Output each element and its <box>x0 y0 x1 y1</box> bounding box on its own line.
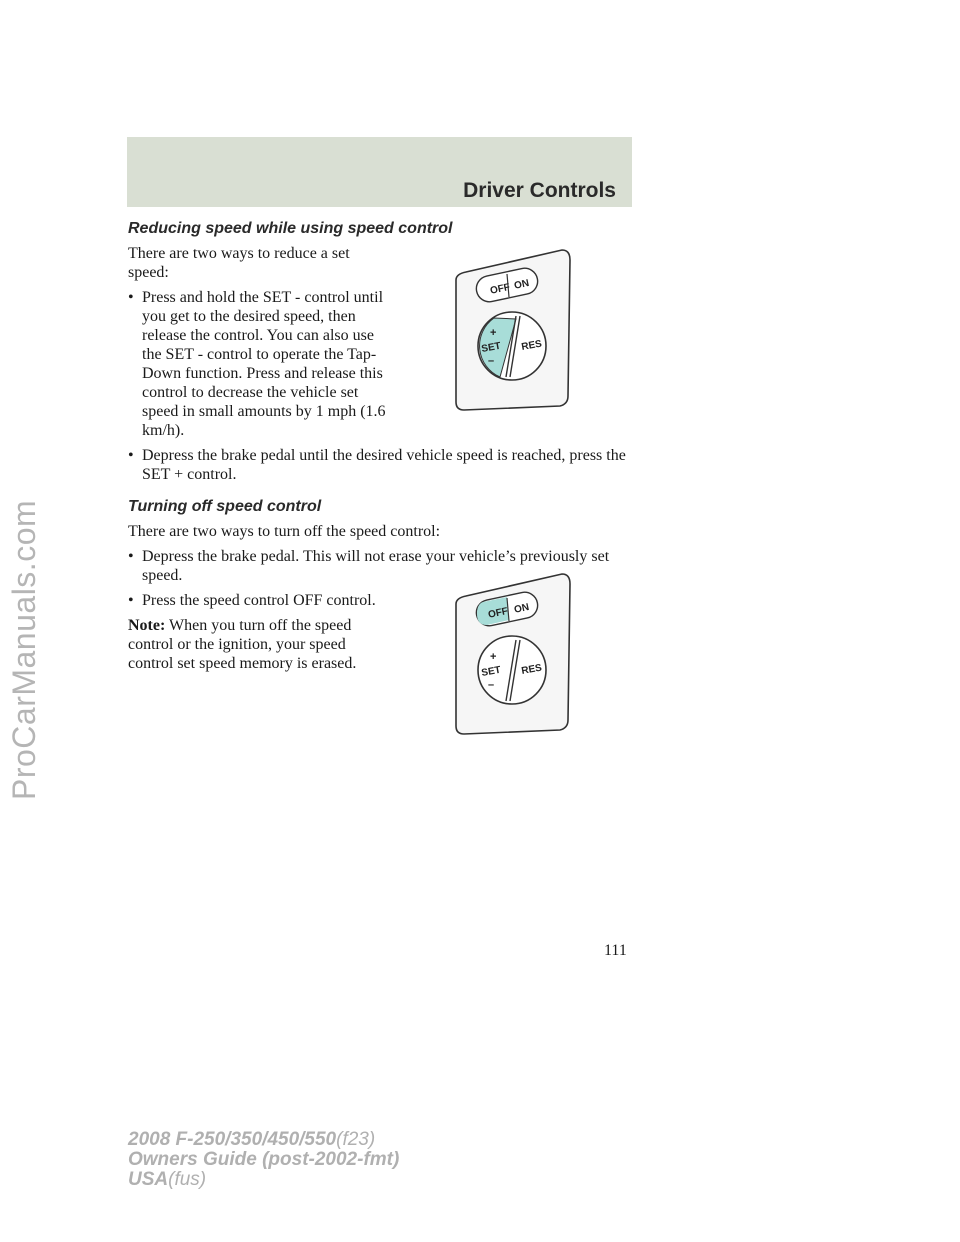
watermark <box>6 499 43 800</box>
speed-control-figure-set <box>450 246 580 414</box>
turning-off-bullet-brake: • Depress the brake pedal. This will not erase your vehicle’s previously set speed. <box>128 547 633 585</box>
footer-model-code: (f23) <box>336 1129 376 1150</box>
footer-line-guide <box>128 1150 399 1170</box>
footer-region-code: (fus) <box>168 1169 207 1190</box>
reducing-intro: There are two ways to reduce a set speed: <box>128 245 350 281</box>
note-label: Note: <box>128 617 166 634</box>
res-label: RES <box>520 338 543 353</box>
footer-region: USA <box>128 1169 169 1190</box>
turning-off-bullet-off: • Press the speed control OFF control. <box>128 591 390 610</box>
set-res-dial <box>478 636 546 704</box>
off-label: OFF <box>487 605 510 621</box>
on-label: ON <box>513 277 531 292</box>
on-label: ON <box>513 601 531 616</box>
footer <box>128 1130 399 1190</box>
set-res-dial <box>478 312 546 380</box>
section-title: Driver Controls <box>463 179 616 202</box>
turning-off-intro: There are two ways to turn off the speed control: <box>128 523 441 540</box>
footer-line-model <box>128 1130 399 1150</box>
note-paragraph <box>128 616 376 673</box>
off-label: OFF <box>489 281 512 297</box>
plus-label: + <box>490 651 497 663</box>
footer-line-region <box>128 1170 399 1190</box>
watermark-text: ProCarManuals.com <box>6 499 42 800</box>
set-label: SET <box>480 664 502 679</box>
minus-label: – <box>488 679 495 691</box>
set-label: SET <box>480 340 502 355</box>
reducing-bullet-brake: • Depress the brake pedal until the desired vehicle speed is reached, press the SET + control. <box>128 446 633 484</box>
header-band <box>127 137 632 207</box>
minus-label: – <box>488 355 495 367</box>
note-text: When you turn off the speed control or the ignition, your speed control set speed memory is erased. <box>128 617 357 672</box>
page-number: 111 <box>604 942 627 959</box>
reducing-bullet-set-minus: • Press and hold the SET - control until you get to the desired speed, then release the control. You can also use the SET - control to operate the Tap-Down function. Press and release this control to decrease the vehicle set speed in small amounts by 1 mph (1.6 km/h). <box>128 288 390 440</box>
footer-guide: Owners Guide (post-2002-fmt) <box>128 1149 400 1170</box>
heading-reducing-speed: Reducing speed while using speed control <box>128 220 453 237</box>
res-label: RES <box>520 662 543 677</box>
speed-control-figure-off <box>450 570 580 738</box>
heading-turning-off: Turning off speed control <box>128 498 322 515</box>
footer-model: 2008 F-250/350/450/550 <box>128 1129 337 1150</box>
plus-label: + <box>490 327 497 339</box>
